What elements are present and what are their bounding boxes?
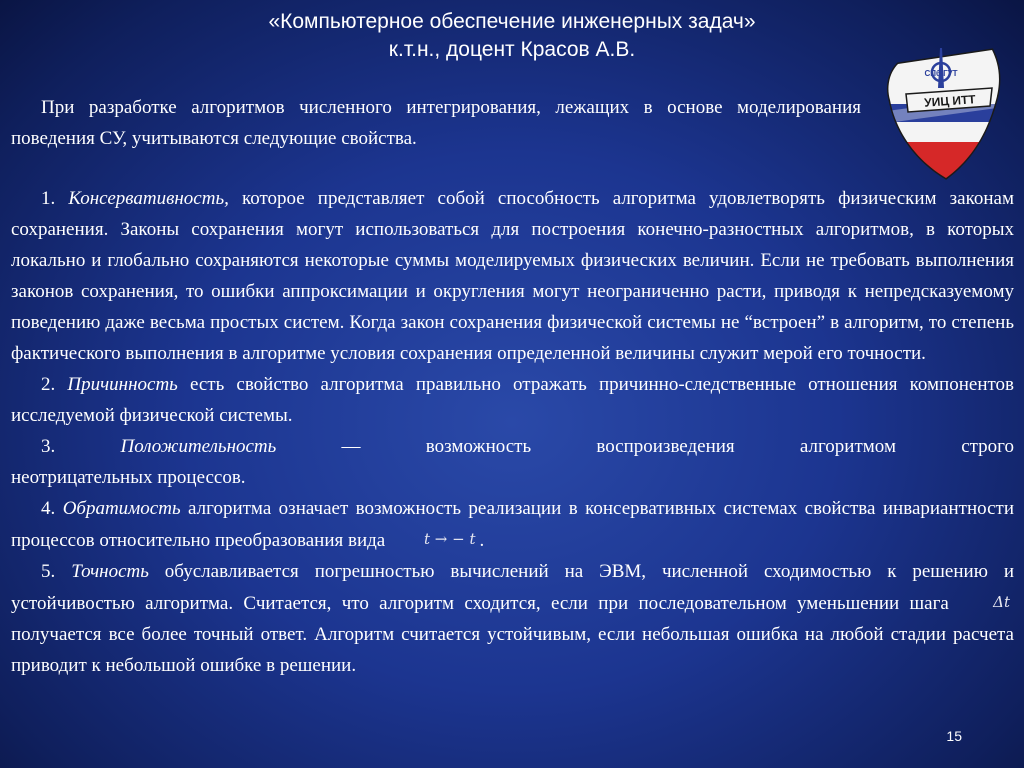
course-title: «Компьютерное обеспечение инженерных задач» [268, 10, 756, 33]
item-term: Причинность [67, 374, 178, 395]
slide-body [11, 92, 1014, 681]
item-text: обуславливается погрешностью вычислений на ЭВМ, численной сходимостью к решению и устойчивостью алгоритма. Считается, что алгоритм сходится, если при последовательном уменьшении шага [11, 561, 1014, 614]
item-number: 4. [41, 498, 56, 519]
step-formula: Δt [993, 593, 1010, 611]
item-term: Консервативность, [68, 188, 229, 209]
item-term: Обратимость [62, 498, 181, 519]
item-text-after: получается все более точный ответ. Алгоритм считается устойчивым, если небольшая ошибка на любой стадии расчета приводит к небольшой ошибке в решении. [11, 624, 1014, 676]
logo-text: УИЦ ИТТ [923, 92, 977, 110]
logo-sub-text: СПб ГУТ [924, 69, 958, 78]
item-number: 5. [41, 561, 56, 582]
property-item-1 [11, 183, 1014, 369]
item-text: которое представляет собой способность алгоритма удовлетворять физическим законам сохранения. Законы сохранения могут использоваться для построения конечно-разностных алгоритмов, в которых локально и глобально сохраняются некоторые суммы моделируемых физических величин. Если не требовать выполнения законов сохранения, то ошибки аппроксимации и округления могут неограниченно расти, приводя к непредсказуемому поведению даже весьма простых систем. Когда закон сохранения физической системы не “встроен” в алгоритм, то степень фактического выполнения в алгоритме условия сохранения определенной величины служит мерой его точности. [11, 188, 1014, 364]
item-text-after: . [479, 530, 485, 551]
time-reversal-formula: t → − t [424, 530, 476, 548]
slide-header [0, 8, 1024, 64]
item-text: — возможность воспроизведения алгоритмом строго [276, 436, 1014, 457]
item-term: Точность [71, 561, 149, 582]
property-item-4 [11, 493, 1014, 556]
item-text: есть свойство алгоритма правильно отражать причинно-следственные отношения компонентов исследуемой физической системы. [11, 374, 1015, 426]
item-number: 2. [41, 374, 56, 395]
intro-paragraph: При разработке алгоритмов численного интегрирования, лежащих в основе моделирования поведения СУ, учитываются следующие свойства. [11, 97, 861, 149]
page-number: 15 [946, 728, 962, 744]
item-number: 1. [41, 188, 56, 209]
property-item-2 [11, 369, 1014, 431]
property-item-3-continuation: неотрицательных процессов. [11, 467, 246, 488]
item-number: 3. [41, 436, 56, 457]
item-text: алгоритма означает возможность реализации в консервативных системах свойства инвариантности процессов относительно преобразования вида [11, 498, 1014, 551]
author-line: к.т.н., доцент Красов А.В. [388, 38, 636, 61]
property-item-3 [11, 431, 1014, 462]
spacer [11, 154, 1014, 183]
property-item-5 [11, 556, 1014, 681]
item-term: Положительность [120, 436, 277, 457]
